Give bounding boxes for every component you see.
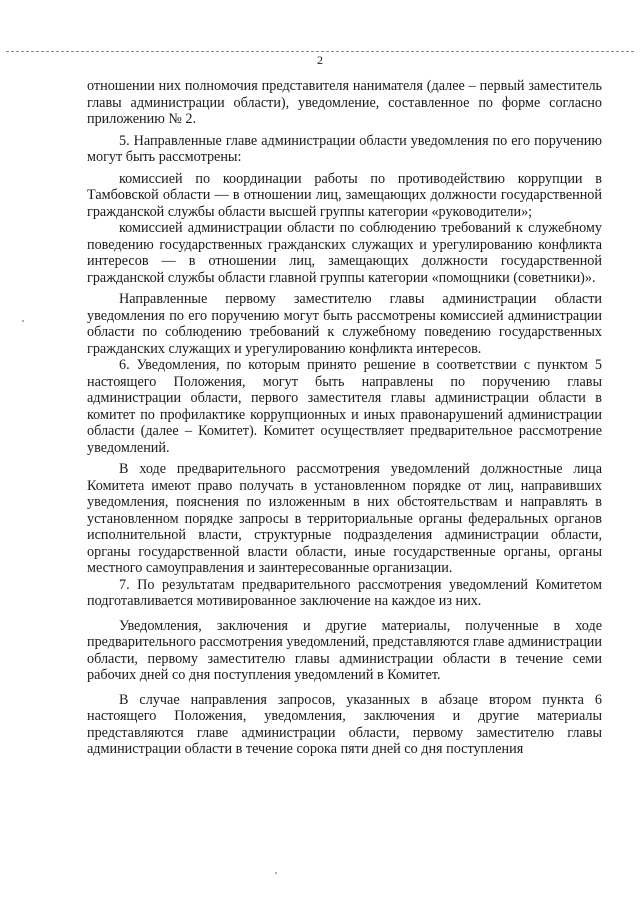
page-number: 2	[317, 53, 323, 67]
paragraph-item-5: 5. Направленные главе администрации области уведомления по его поручению могут быть рассмотрены:	[87, 132, 602, 165]
paragraph-first-deputy: Направленные первому заместителю главы администрации области уведомления по его поручению могут быть рассмотрены комиссией администрации области по соблюдению требований к служебному поведению государственных гражданских служащих и урегулированию конфликта интересов.	[87, 291, 602, 357]
paragraph-preliminary-review: В ходе предварительного рассмотрения уведомлений должностные лица Комитета имеют право получать в установленном порядке от лиц, направивших уведомления, пояснения по изложенным в них обстоятельствам и направлять в установленном порядке запросы в территориальные органы федеральных органов исполнительной власти, структурные подразделения администрации области, органы государственной власти области, иные государственные органы, органы местного самоуправления и заинтересованные организации.	[87, 461, 602, 576]
scan-speck	[22, 320, 24, 322]
paragraph-commission-conduct: комиссией администрации области по соблюдению требований к служебному поведению государственных гражданских служащих и урегулированию конфликта интересов — в отношении лиц, замещающих должности государственной гражданской службы области главной группы категории «помощники (советники)».	[87, 220, 602, 286]
page-top-rule	[6, 51, 634, 52]
document-body	[87, 78, 602, 758]
paragraph-requests: В случае направления запросов, указанных в абзаце втором пункта 6 настоящего Положения, уведомления, заключения и другие материалы представляются главе администрации области, первому заместителю главы администрации области в течение сорока пяти дней со дня поступления	[87, 691, 602, 757]
scan-speck	[275, 872, 277, 874]
paragraph-materials: Уведомления, заключения и другие материалы, полученные в ходе предварительного рассмотрения уведомлений, представляются главе администрации области, первому заместителю главы администрации области в течение семи рабочих дней со дня поступления уведомлений в Комитет.	[87, 617, 602, 683]
paragraph-continuation: отношении них полномочия представителя нанимателя (далее – первый заместитель главы администрации области), уведомление, составленное по форме согласно приложению № 2.	[87, 78, 602, 127]
paragraph-item-6: 6. Уведомления, по которым принято решение в соответствии с пунктом 5 настоящего Положения, могут быть направлены по поручению главы администрации области, первого заместителя главы администрации области в комитет по профилактике коррупционных и иных правонарушений администрации области (далее – Комитет). Комитет осуществляет предварительное рассмотрение уведомлений.	[87, 357, 602, 456]
paragraph-commission-corruption: комиссией по координации работы по противодействию коррупции в Тамбовской области — в отношении лиц, замещающих должности государственной гражданской службы области высшей группы категории «руководители»;	[87, 170, 602, 220]
paragraph-item-7: 7. По результатам предварительного рассмотрения уведомлений Комитетом подготавливается мотивированное заключение на каждое из них.	[87, 576, 602, 609]
